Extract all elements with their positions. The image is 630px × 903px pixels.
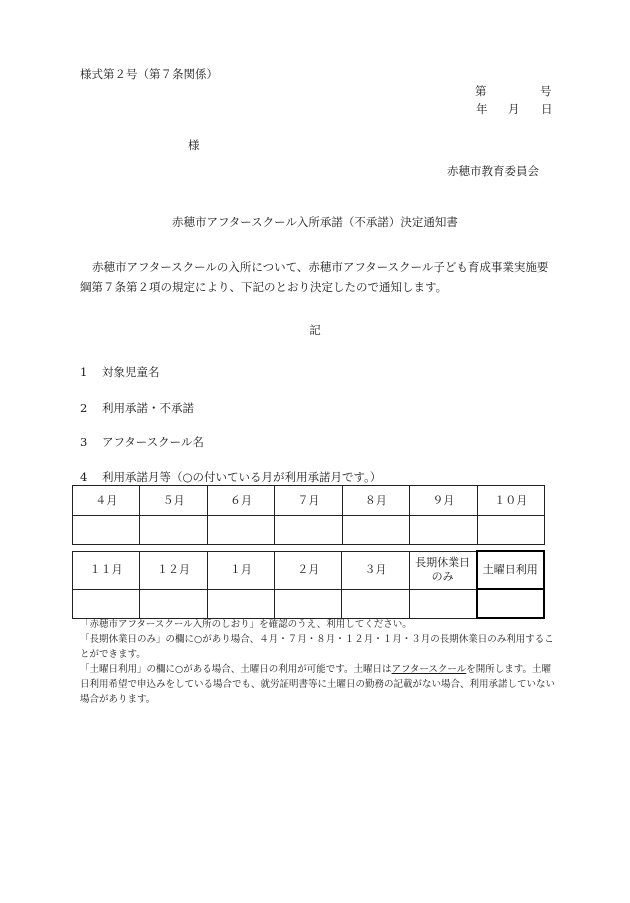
item-number: 4: [80, 470, 88, 484]
item-label: 利用承諾・不承諾: [102, 401, 194, 415]
addressee-suffix: 様: [188, 138, 200, 152]
month-header-cell: ２月: [275, 551, 342, 589]
note-guide: 「赤穂市アフタースクール入所のしおり」を確認のうえ、利用してください。: [80, 619, 412, 630]
month-mark-cell: [207, 516, 274, 545]
month-header-cell: ６月: [207, 486, 274, 516]
months-table-november-march: [72, 550, 545, 619]
month-mark-cell: [477, 516, 544, 545]
saturday-header-cell: 土曜日利用: [477, 551, 544, 589]
month-mark-cell: [73, 589, 140, 618]
date-month-label: 月: [508, 102, 520, 116]
item-number: 1: [80, 365, 88, 379]
month-header-cell: ７月: [275, 486, 342, 516]
month-header-cell: ８月: [342, 486, 409, 516]
item-label: アフタースクール名: [102, 435, 204, 449]
month-mark-cell: [207, 589, 274, 618]
note-long-vacation: 「長期休業日のみ」の欄に○があり場合、４月・７月・８月・１２月・１月・３月の長期休業日のみ利用することができます。: [80, 634, 554, 660]
month-mark-cell: [275, 589, 342, 618]
document-title: 赤穂市アフタースクール入所承諾（不承諾）決定通知書: [172, 215, 458, 229]
month-header-cell: ９月: [410, 486, 477, 516]
item-approval-status: [80, 400, 194, 416]
month-mark-cell: [73, 516, 140, 545]
month-header-cell: ４月: [73, 486, 140, 516]
note-saturday-text-c: を開所します。土曜日利用希望で申込みをしている場合でも、就労証明書等に土曜日の勤務の記載がない場合、利用承諾していない場合があります。: [80, 664, 556, 705]
issuer-name: 赤穂市教育委員会: [447, 164, 539, 178]
long-vacation-header-cell: [409, 551, 476, 589]
item-number: 2: [80, 401, 88, 415]
item-approved-months: [80, 469, 381, 485]
long-vacation-label-line2: のみ: [431, 570, 454, 583]
long-vacation-mark-cell: [409, 589, 476, 618]
long-vacation-label-line1: 長期休業日: [415, 556, 471, 569]
month-mark-cell: [410, 516, 477, 545]
month-mark-cell: [275, 516, 342, 545]
note-saturday-text-a: 「土曜日利用」の欄に○がある場合、土曜日の利用が可能です。土曜日は: [80, 664, 392, 675]
form-number: 様式第２号（第７条関係）: [80, 67, 218, 81]
date-year-label: 年: [476, 102, 488, 116]
saturday-mark-cell: [477, 589, 544, 618]
document-number-label: 第: [475, 84, 487, 98]
date-day-label: 日: [541, 102, 553, 116]
month-header-cell: １０月: [477, 486, 544, 516]
months-table-april-october: [72, 485, 545, 545]
month-header-cell: １２月: [140, 551, 207, 589]
month-mark-cell: [140, 589, 207, 618]
body-paragraph: 赤穂市アフタースクールの入所について、赤穂市アフタースクール子ども育成事業実施要綱第７条第２項の規定により、下記のとおり決定したので通知します。: [80, 260, 549, 294]
month-mark-cell: [140, 516, 207, 545]
document-number-suffix: 号: [540, 84, 552, 98]
note-saturday: [80, 662, 558, 707]
item-number: 3: [80, 435, 88, 449]
month-header-cell: １月: [207, 551, 274, 589]
month-mark-cell: [342, 516, 409, 545]
month-header-cell: ５月: [140, 486, 207, 516]
note-saturday-school-underlined: アフタースクール: [391, 664, 467, 675]
item-label: 利用承諾月等（○の付いている月が利用承諾月です。）: [102, 470, 382, 484]
ki-heading: 記: [309, 323, 321, 337]
month-mark-cell: [342, 589, 409, 618]
item-school-name: [80, 434, 204, 450]
month-header-cell: ３月: [342, 551, 409, 589]
item-child-name: [80, 364, 160, 380]
month-header-cell: １１月: [73, 551, 140, 589]
item-label: 対象児童名: [102, 365, 160, 379]
